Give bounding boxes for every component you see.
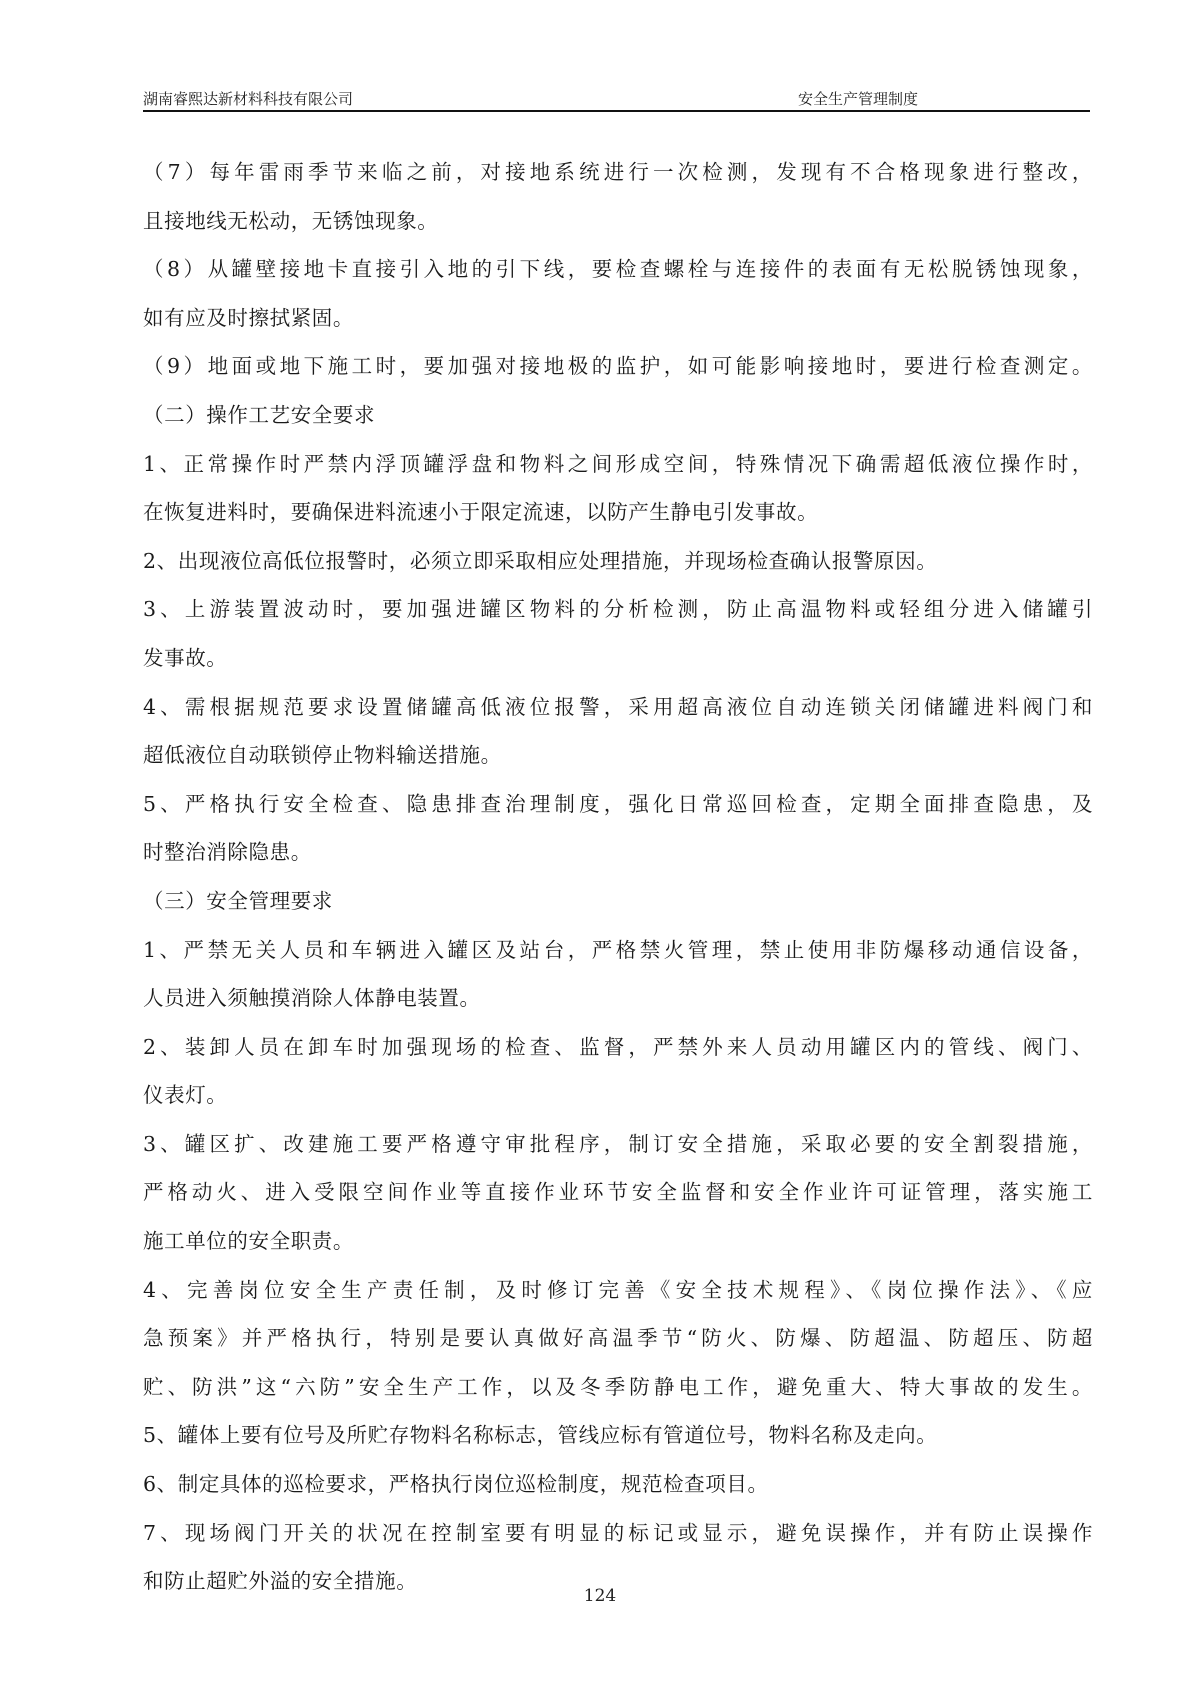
text-line: （9）地面或地下施工时，要加强对接地极的监护，如可能影响接地时，要进行检查测定。 xyxy=(143,354,1093,379)
text-line: 1、正常操作时严禁内浮顶罐浮盘和物料之间形成空间，特殊情况下确需超低液位操作时， xyxy=(143,451,1093,476)
text-line: 2、出现液位高低位报警时，必须立即采取相应处理措施，并现场检查确认报警原因。 xyxy=(143,548,938,573)
text-line: 人员进入须触摸消除人体静电装置。 xyxy=(143,986,481,1011)
header-document-title: 安全生产管理制度 xyxy=(798,90,919,108)
text-line: 且接地线无松动，无锈蚀现象。 xyxy=(143,208,439,233)
text-line: 发事故。 xyxy=(143,645,228,670)
text-line: 和防止超贮外溢的安全措施。 xyxy=(143,1569,418,1594)
text-line: 5、罐体上要有位号及所贮存物料名称标志，管线应标有管道位号，物料名称及走向。 xyxy=(143,1423,938,1448)
text-line: 2、装卸人员在卸车时加强现场的检查、监督，严禁外来人员动用罐区内的管线、阀门、 xyxy=(143,1034,1093,1059)
page-number: 124 xyxy=(583,1586,617,1606)
text-line: 3、上游装置波动时，要加强进罐区物料的分析检测，防止高温物料或轻组分进入储罐引 xyxy=(143,597,1093,622)
text-line: 4、需根据规范要求设置储罐高低液位报警，采用超高液位自动连锁关闭储罐进料阀门和 xyxy=(143,694,1093,719)
text-line: 超低液位自动联锁停止物料输送措施。 xyxy=(143,743,502,768)
page-header xyxy=(143,84,1090,112)
text-line: 4、完善岗位安全生产责任制，及时修订完善《安全技术规程》、《岗位操作法》、《应 xyxy=(143,1277,1093,1302)
text-line: 在恢复进料时，要确保进料流速小于限定流速，以防产生静电引发事故。 xyxy=(143,500,819,525)
text-line: （二）操作工艺安全要求 xyxy=(143,402,376,427)
text-line: 1、严禁无关人员和车辆进入罐区及站台，严格禁火管理，禁止使用非防爆移动通信设备， xyxy=(143,937,1093,962)
text-line: 如有应及时擦拭紧固。 xyxy=(143,305,354,330)
text-line: （7）每年雷雨季节来临之前，对接地系统进行一次检测，发现有不合格现象进行整改， xyxy=(143,160,1093,184)
header-company-name: 湖南睿熙达新材料科技有限公司 xyxy=(143,90,354,108)
document-body xyxy=(143,148,1093,1606)
text-line: （8）从罐壁接地卡直接引入地的引下线，要检查螺栓与连接件的表面有无松脱锈蚀现象， xyxy=(143,257,1093,282)
text-line: 5、严格执行安全检查、隐患排查治理制度，强化日常巡回检查，定期全面排查隐患，及 xyxy=(143,791,1093,816)
text-line: 时整治消除隐患。 xyxy=(143,840,312,865)
text-line: 施工单位的安全职责。 xyxy=(143,1229,354,1254)
text-line: 仪表灯。 xyxy=(143,1083,228,1108)
header-divider xyxy=(143,110,1090,112)
text-line: 贮、防洪”这“六防”安全生产工作，以及冬季防静电工作，避免重大、特大事故的发生。 xyxy=(143,1374,1093,1399)
text-line: 6、制定具体的巡检要求，严格执行岗位巡检制度，规范检查项目。 xyxy=(143,1472,769,1497)
text-line: 3、罐区扩、改建施工要严格遵守审批程序，制订安全措施，采取必要的安全割裂措施， xyxy=(143,1131,1093,1156)
text-line: （三）安全管理要求 xyxy=(143,888,333,913)
text-line: 7、现场阀门开关的状况在控制室要有明显的标记或显示，避免误操作，并有防止误操作 xyxy=(143,1520,1093,1545)
text-line: 严格动火、进入受限空间作业等直接作业环节安全监督和安全作业许可证管理，落实施工 xyxy=(143,1180,1093,1205)
text-line: 急预案》并严格执行，特别是要认真做好高温季节“防火、防爆、防超温、防超压、防超 xyxy=(143,1326,1093,1351)
